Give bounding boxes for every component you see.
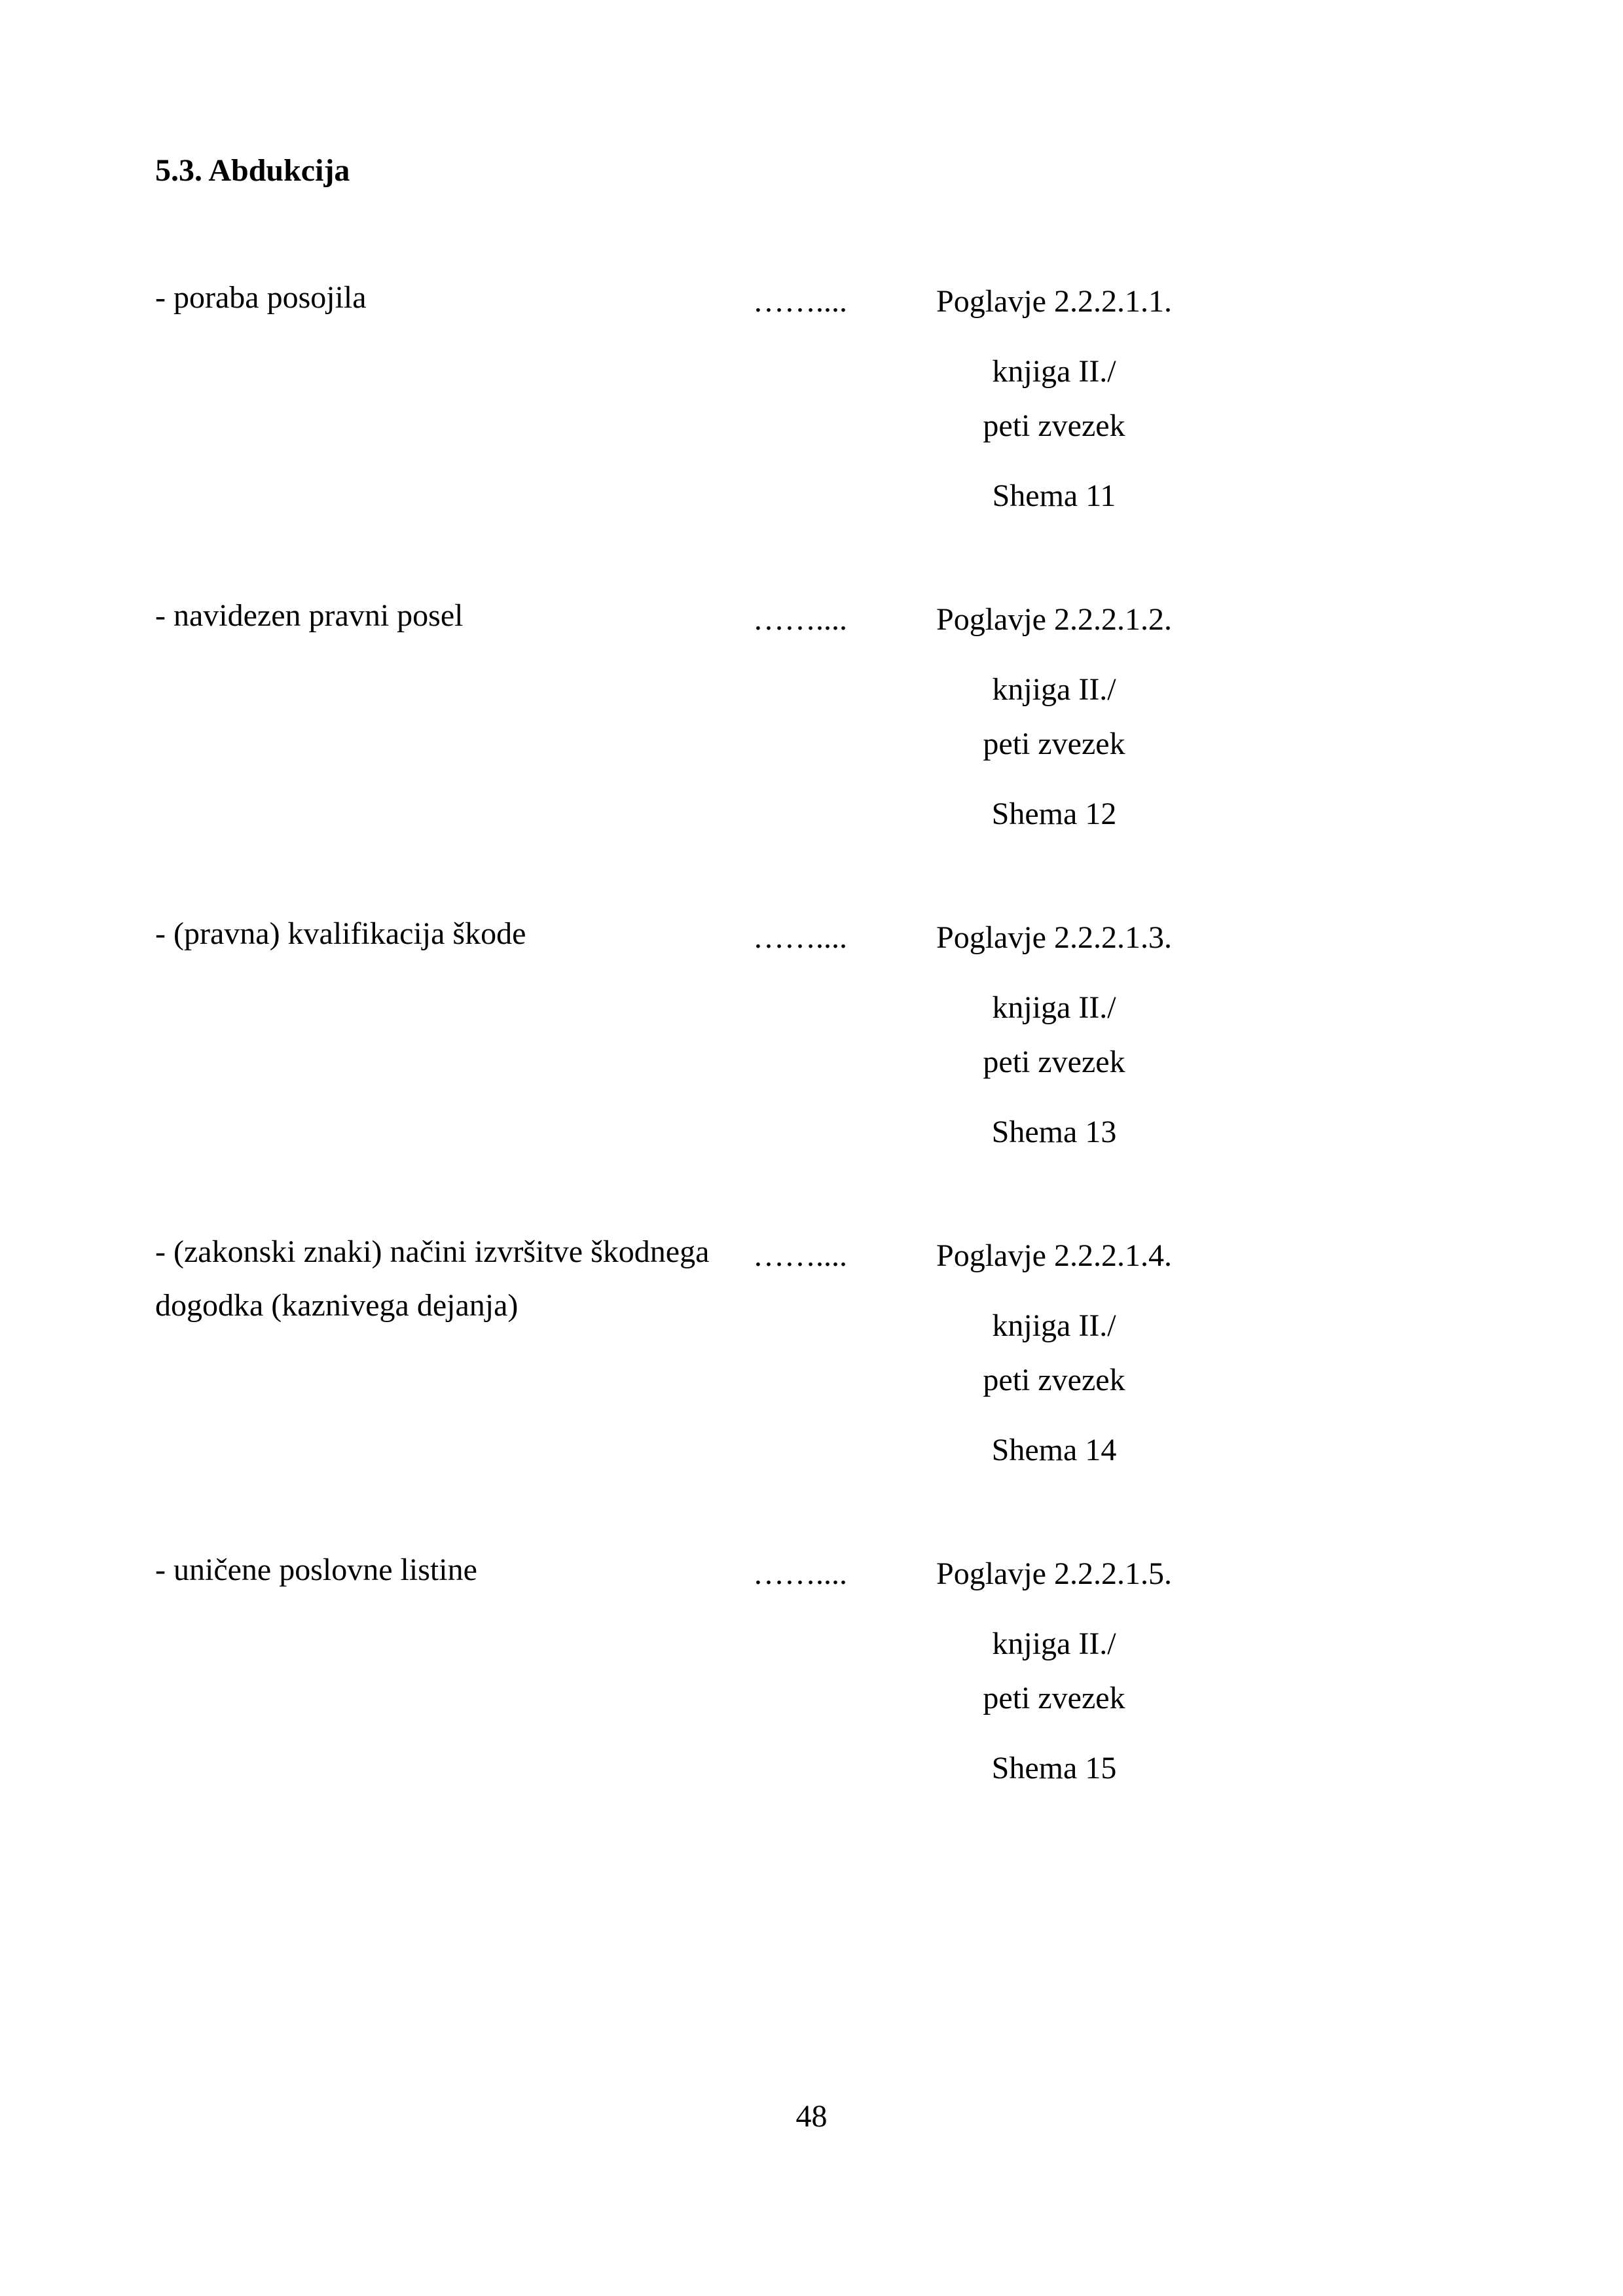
volume-reference: peti zvezek	[983, 726, 1125, 761]
entry-leader-dots: ……....	[753, 1556, 847, 1591]
entry-leader-dots: ……....	[753, 920, 847, 955]
chapter-reference: Poglavje 2.2.2.1.2.	[936, 602, 1172, 637]
scheme-reference: Shema 13	[991, 1115, 1117, 1149]
volume-reference: peti zvezek	[983, 408, 1125, 443]
book-reference: knjiga II./	[992, 1308, 1116, 1343]
chapter-reference: Poglavje 2.2.2.1.3.	[936, 920, 1172, 955]
entry-label: - (pravna) kvalifikacija škode	[155, 916, 526, 951]
scheme-reference: Shema 14	[991, 1433, 1117, 1467]
volume-reference: peti zvezek	[983, 1045, 1125, 1079]
scheme-reference: Shema 12	[991, 797, 1117, 831]
chapter-reference: Poglavje 2.2.2.1.5.	[936, 1556, 1172, 1591]
entry-leader-dots: ……....	[753, 1238, 847, 1273]
section-heading: 5.3. Abdukcija	[155, 153, 350, 188]
book-reference: knjiga II./	[992, 990, 1116, 1025]
chapter-reference: Poglavje 2.2.2.1.4.	[936, 1238, 1172, 1273]
reference-entry	[0, 598, 1623, 863]
entry-label: - (zakonski znaki) načini izvršitve škodnega dogodka (kaznivega dejanja)	[155, 1234, 710, 1323]
book-reference: knjiga II./	[992, 1626, 1116, 1661]
entry-leader-dots: ……....	[753, 602, 847, 637]
reference-entry	[0, 916, 1623, 1181]
book-reference: knjiga II./	[992, 354, 1116, 389]
entry-leader-dots: ……....	[753, 284, 847, 319]
scheme-reference: Shema 11	[992, 478, 1116, 513]
reference-entry	[0, 1552, 1623, 1817]
volume-reference: peti zvezek	[983, 1681, 1125, 1715]
volume-reference: peti zvezek	[983, 1363, 1125, 1397]
scheme-reference: Shema 15	[991, 1751, 1117, 1785]
entry-label: - poraba posojila	[155, 280, 367, 315]
reference-entry	[0, 1234, 1623, 1499]
book-reference: knjiga II./	[992, 672, 1116, 707]
reference-entry	[0, 280, 1623, 545]
entry-label: - uničene poslovne listine	[155, 1552, 477, 1587]
page-number: 48	[795, 2099, 828, 2134]
entry-label: - navidezen pravni posel	[155, 598, 464, 633]
chapter-reference: Poglavje 2.2.2.1.1.	[936, 284, 1172, 319]
